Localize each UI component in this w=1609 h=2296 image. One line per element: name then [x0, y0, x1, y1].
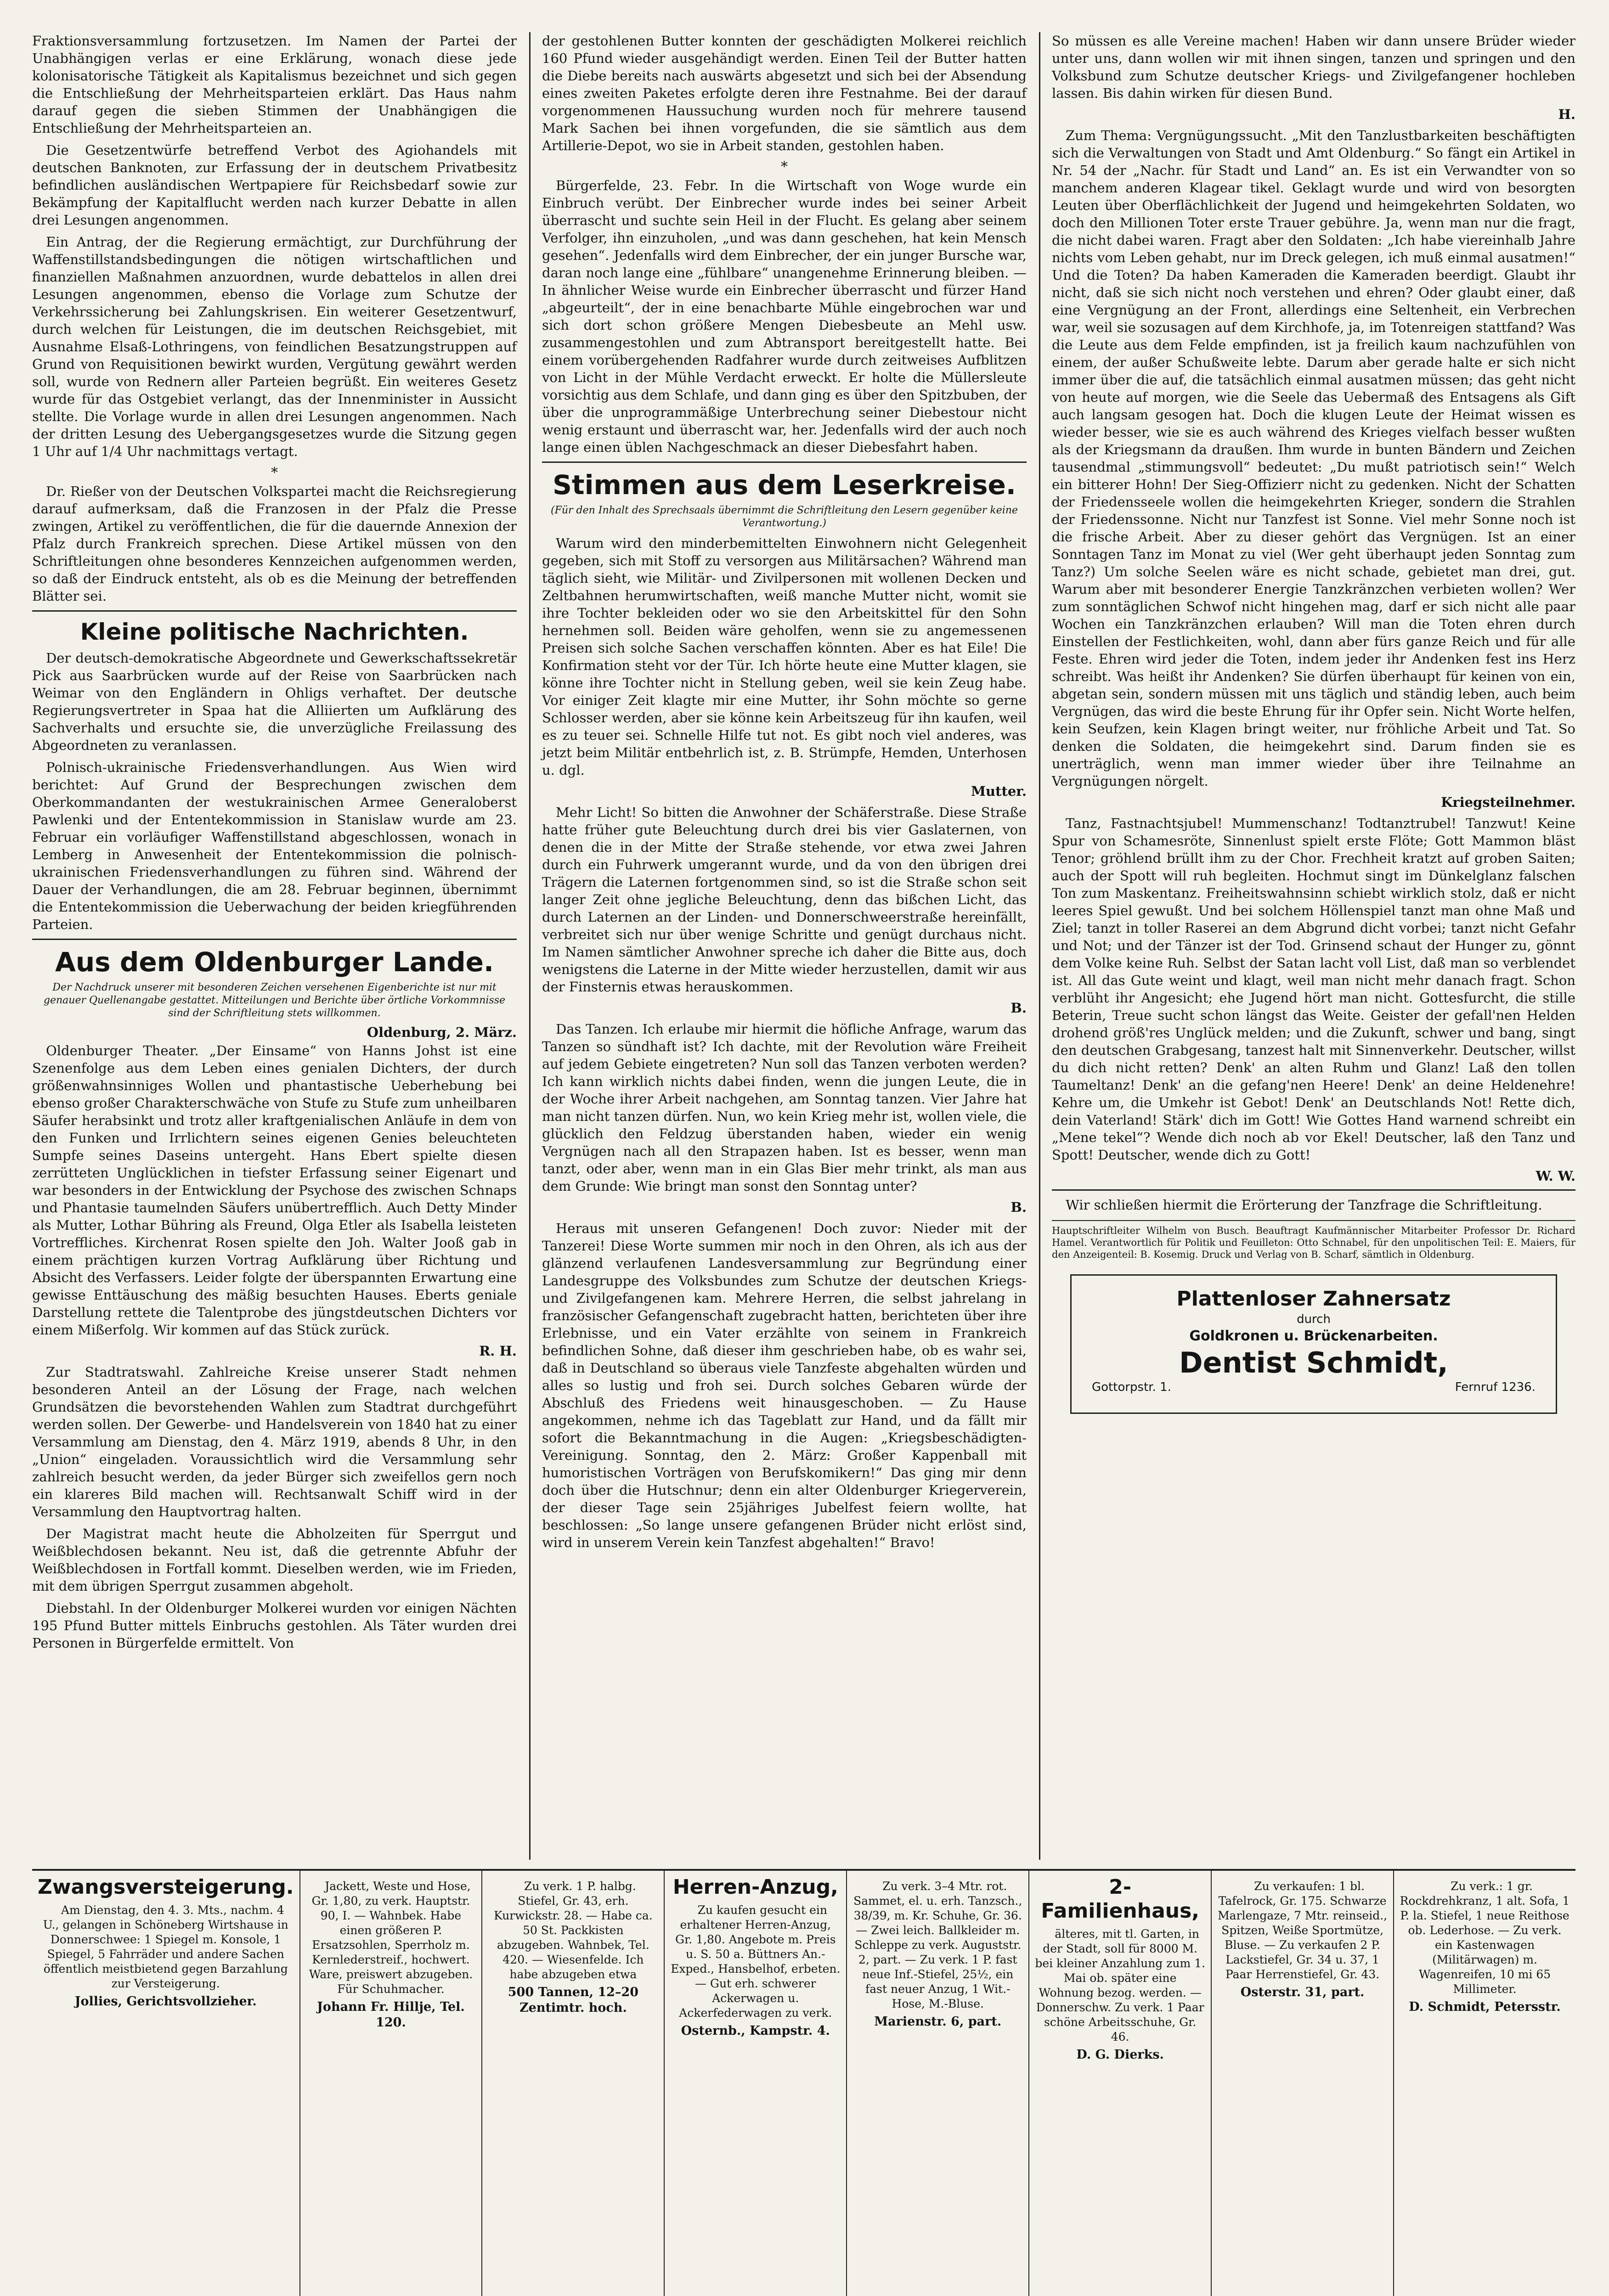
column-divider: [1039, 32, 1040, 1860]
author-signature: R. H.: [479, 1343, 517, 1359]
classified-ad: [664, 1871, 846, 2296]
classified-ads: [32, 1869, 1575, 2296]
article-paragraph: Tanz, Fastnachtsjubel! Mummenschanz! Todtanztrubel! Tanzwut! Keine Spur von Schamesröte, Sinnenlust spielt erste Flöte; Gott Mammon bläst Tenor; gröhlend brüllt ihm zu der Chor. Frechheit kratzt auf groben Saiten; auch der Spott will ruh begleiten. Hochmut singt im Dünkelglanz falschen Ton zum Maskentanz. Freiheitswahnsinn schiebt wirklich stolz, daß er nicht leeres Spiel gewußt. Und bei solchem Höllenspiel tanzt man ohne Maß und Ziel; tanzt in toller Raserei an dem Abgrund dicht vorbei; tanzt nicht Gefahr und Not; und der Tänzer ist der Tod. Grinsend schaut der Hunger zu, gönnt dem Volke keine Ruh. Selbst der Satan lacht voll List, daß man so verblendet ist. All das Gute weint und klagt, weil man nicht mehr danach fragt. Schon verblüht ihr Angesicht; ehe Jugend hört man nicht. Gottesfurcht, die stille Beterin, Treue sucht schon längst das Weite. Geister der gefall'nen Helden drohend größ'res Unglück melden; und die Zukunft, schwer und bang, singt den deutschen Grabgesang, tanzest halt mit Sinnenverkehr. Deutscher, willst du dich nicht retten? Denk' an alten Ruhm und Glanz! Laß den tollen Taumeltanz! Denk' an die gefang'nen Heere! Denk' an deine Heldenehre! Kehre um, die Umkehr ist Gebot! Denk' an Deutschlands Not! Rette dich, dein Vaterland! Stärk' dich im Gott! Wie Gottes Hand warnend schreibt ein „Mene tekel“? Wende dich noch ab vor Ekel! Deutscher, laß den Tanz und Spott! Deutscher, wende dich zu Gott!: [1052, 816, 1575, 1163]
classified-ad: [481, 1871, 664, 2296]
article-paragraph: Diebstahl. In der Oldenburger Molkerei wurden vor einigen Nächten 195 Pfund Butter mittels Einbruchs gestohlen. Als Täter wurden drei Personen in Bürgerfelde ermittelt. Von: [32, 1600, 517, 1651]
dentist-advertisement: [1070, 1274, 1557, 1414]
classified-ad: [32, 1871, 299, 2296]
author-signature: B.: [1011, 1000, 1027, 1016]
author-signature: Kriegsteilnehmer.: [1441, 794, 1575, 810]
ad-business-name: Dentist Schmidt,: [1179, 1346, 1448, 1379]
article-paragraph: Zur Stadtratswahl. Zahlreiche Kreise unserer Stadt nehmen besonderen Anteil an der Lösung der Frage, nach welchen Grundsätzen die bevorstehenden Wahlen zum Stadtrat durchgeführt werden sollen. Der Gewerbe- und Handelsverein von 1840 hat zu einer Versammlung am Dienstag, den 4. März 1919, abends 8 Uhr, in den „Union“ eingeladen. Voraussichtlich wird die Versammlung sehr zahlreich besucht werden, da jeder Bürger sich zweifellos gern noch ein klareres Bild machen will. Rechtsanwalt Schiff wird in der Versammlung den Hauptvortrag halten.: [32, 1364, 517, 1519]
separator-star: *: [781, 159, 788, 175]
author-signature: B.: [1011, 1199, 1027, 1215]
ad-text: Zu verk. 3–4 Mtr. rot. Sammet, el. u. erh. Tanzsch., 38/39, m. Kr. Schuhe, Gr. 36. — Zwei leich. Ballkleider m. Schleppe zu verk. Auguststr. 2, part. — Zu verk. 1 P. fast neue Inf.-Stiefel, 25½, ein fast neuer Anzug, 1 Wit.-Hose, M.-Bluse.: [853, 1880, 1022, 2010]
imprint: Hauptschriftleiter Wilhelm von Busch. Beauftragt Kaufmännischer Mitarbeiter Professor Dr. Richard Hamel. Verantwortlich für Politik und Feuilleton: Otto Schnabel, für den unpolitischen Teil: E. Maiers, für den Anzeigenteil: B. Kosemig. Druck und Verlag von B. Scharf, sämtlich in Oldenburg.: [1052, 1220, 1575, 1261]
ad-text: Zu kaufen gesucht ein erhaltener Herren-Anzug, Gr. 1,80. Angebote m. Preis u. S. 50 a. Büttners An.-Exped., Hansbelhof, erbeten. — Gut erh. schwerer Ackerwagen u. Ackerfederwagen zu verk.: [671, 1903, 841, 2020]
article-paragraph: der gestohlenen Butter konnten der geschädigten Molkerei reichlich 160 Pfund wieder ausgehändigt werden. Einen Teil der Butter hatten die Diebe bereits nach auswärts abgesetzt und sich bei der Absendung eines zweiten Paketes erfolgte deren ihre Festnahme. Bei der darauf vorgenommenen Haussuchung wurden noch für mehrere tausend Mark Sachen bei ihnen vorgefunden, die sie sämtlich aus dem Artillerie-Depot, wo sie in Arbeit standen, gestohlen haben.: [542, 33, 1027, 153]
column-1: [32, 32, 517, 1860]
ad-address: Gottorpstr. 1.: [1092, 1380, 1171, 1394]
author-signature: W. W.: [1536, 1168, 1575, 1184]
ad-text: älteres, mit tl. Garten, in der Stadt, soll für 8000 M. bei kleiner Anzahlung zum 1. Mai ob. später eine Wohnung bezog. werden. — Donnerschw. Zu verk. 1 Paar schöne Arbeitsschuhe, Gr. 46.: [1035, 1927, 1206, 2043]
author-signature: Mutter.: [971, 783, 1027, 799]
classified-ad: [299, 1871, 482, 2296]
article-paragraph: Mehr Licht! So bitten die Anwohner der Schäferstraße. Diese Straße hatte früher gute Beleuchtung durch drei bis vier Gaslaternen, von denen die in der Mitte der Straße stehende, vor etwa zwei Jahren durch ein Fuhrwerk umgerannt wurde, und da von den übrigen drei Trägern die Laternen fortgenommen sind, so ist die Straße schon seit langer Zeit ohne jegliche Beleuchtung, denn das bißchen Licht, das durch Laternen an der Linden- und Donnerschweerstraße hereinfällt, verbreitet sich nur über wenige Schritte und genügt durchaus nicht. Im Namen sämtlicher Anwohner spreche ich daher die Bitte aus, doch wenigstens die Laterne in der Mitte wieder herzustellen, damit wir aus der Finsternis etwas herauskommen.: [542, 805, 1027, 995]
article-paragraph: Der Magistrat macht heute die Abholzeiten für Sperrgut und Weißblechdosen bekannt. Neu ist, daß die getrennte Abfuhr der Weißblechdosen in Fortfall kommt. Dieselben werden, wie im Frieden, mit dem übrigen Sperrgut zusammen abgeholt.: [32, 1526, 517, 1594]
ad-headline: 2-Familienhaus,: [1041, 1875, 1200, 1923]
section-rule: [1052, 1189, 1575, 1191]
section-heading-leserkreise: Stimmen aus dem Leserkreise.: [553, 469, 1016, 501]
ad-text: Zu verkaufen: 1 bl. Tafelrock, Gr. 175. Schwarze Marlengaze, 7 Mtr. reinseid., Spitzen, Weiße Sportmütze, Bluse. — Zu verkaufen 2 P. Lackstiefel, Gr. 34 u. 37, 1 Paar Herrenstiefel, Gr. 43.: [1218, 1880, 1388, 1981]
ad-signature: 500 Tannen, 12–20 Zentimtr. hoch.: [508, 1985, 639, 2015]
separator-star: *: [271, 465, 278, 481]
article-paragraph: Das Tanzen. Ich erlaube mir hiermit die höfliche Anfrage, warum das Tanzen so sündhaft ist? Ich dachte, mit der Revolution wäre Freiheit auf jedem Gebiete eingetreten? Nun soll das Tanzen verboten werden? Ich kann wirklich nichts dabei finden, wenn die jungen Leute, die in der Woche ihrer Arbeit nachgehen, am Sonntag tanzen. Vier Jahre hat man nicht tanzen dürfen. Nun, wo kein Krieg mehr ist, wollen viele, die glücklich den Feldzug überstanden haben, wieder ein wenig Vergnügen nach all den Strapazen haben. Ist es besser, wenn man tanzt, oder aber, wenn man in ein Glas Bier mehr trinkt, als man aus dem Grunde: Wie bringt man sonst den Sonntag unter?: [542, 1021, 1027, 1194]
ad-contact-row: [1083, 1380, 1545, 1394]
author-signature: H.: [1558, 107, 1575, 122]
article-paragraph: Zum Thema: Vergnügungssucht. „Mit den Tanzlustbarkeiten beschäftigten sich die Verwaltungen von Stadt und Amt Oldenburg.“ So fängt ein Artikel in Nr. 54 der „Nachr. für Stadt und Land“ an. Es ist ein Verwandter von so manchem anderen Klagear tikel. Geklagt wurde und wird von besorgten Leuten über Oberflächlichkeit der Jugend und heimgekehrten Soldaten, wo doch den Millionen Toter erste Trauer gebühre. Ja, wenn man nur die fragt, die nicht dabei waren. Fragt aber den Soldaten: „Ich habe viereinhalb Jahre nichts vom Leben gehabt, nur im Dreck gelegen, ich muß einmal ausatmen!“ Und die Toten? Da haben Kameraden die Kameraden beerdigt. Glaubt ihr nicht, daß sie sich nicht noch verstehen und ehren? Oder glaubt einer, daß eine Vergnügung an der Front, allerdings eine Seltenheit, ein Verbrechen war, weil sie sozusagen auf dem Kirchhofe, ja, im Totenreigen stattfand? Was die Leute aus dem Felde empfinden, ist ja freilich kaum nachzufühlen von einem, der außer Schußweite lebte. Darum aber gerade halte er sich nicht immer über die auf, die tatsächlich einmal ausatmen müssen; das geht nicht von heute auf morgen, wie die Seele das Uebermaß des Entsagens als Gift auch langsam gesogen hat. Doch die klugen Leute der Heimat wissen es wieder besser, wie sie es auch während des Krieges vielfach besser wußten als der Kriegsmann da draußen. Ihm wurde in bunten Bändern und Zeichen tausendmal „stimmungsvoll“ bedeutet: „Du mußt patriotisch sein!“ Welch ein bitterer Hohn! Der Sieg-Offizierr nicht zu gedenken. Nicht der Schatten der Friedensseele wollen die heimgekehrten Krieger, sondern die Strahlen der Friedenssonne. Nicht nur Tanzfest ist Sonne. Viel mehr Sonne noch ist die frische Arbeit. Aber zu dieser gehört das Vergnügen. Ist an einer Sonntagen Tanz im Monat zu viel (Wer geht überhaupt jeden Sonntag zum Tanz?) Um solche Seelen wäre es nicht schade, gebietet man drei, gut. Warum aber mit besonderer Energie Tanzkränzchen verbieten wollen? Wer zum sonntäglichen Schwof nicht hingehen mag, darf er sich nicht alle paar Wochen ein Tanzkränzchen erlauben? Will man die Toten ehren durch Einstellen der Festlichkeiten, wohl, dann aber fürs ganze Reich und für alle Feste. Ehren wird jeder die Toten, indem jeder ihr Andenken fest ins Herz schreibt. Was heißt ihr Andenken? Sie dürfen überhaupt für keinen von ein, abgetan sein, sondern müssen mit uns täglich und ständig leben, auch beim Vergnügen, das wird die beste Ehrung für ihr Opfer sein. Nicht Worte helfen, kein Seufzen, kein Klagen bringt weiter, nur fröhliche Arbeit und Tat. So denken die Soldaten, die heimgekehrt sind. Darum finden sie es unerträglich, wenn man immer wieder über ihre Teilnahme an Vergnügungen nörgelt.: [1052, 128, 1575, 789]
ad-headline: Herren-Anzug,: [672, 1875, 838, 1899]
article-paragraph: Die Gesetzentwürfe betreffend Verbot des Agiohandels mit deutschen Banknoten, zur Erfassung der in deutschem Privatbesitz befindlichen ausländischen Wertpapiere für Reichsbedarf sowie zur Bekämpfung der Kapitalflucht werden nach kurzer Debatte in allen drei Lesungen angenommen.: [32, 142, 517, 228]
ad-text: Zu verk.: 1 gr. Rockdrehkranz, 1 alt. Sofa, 1 P. la. Stiefel, 1 neue Reithose ob. Lederhose. — Zu verk. ein Kastenwagen (Militärwagen) m. Wagenreifen, 10 mi 65 Millimeter.: [1400, 1880, 1570, 1996]
column-3: [1052, 32, 1575, 1860]
section-rule: [32, 939, 517, 940]
column-2: [542, 32, 1027, 1860]
section-subheading: (Für den Inhalt des Sprechsaals übernimmt die Schriftleitung den Lesern gegenüber keine Verantwortung.): [551, 505, 1018, 529]
ad-signature: Johann Fr. Hillje, Tel. 120.: [317, 2000, 465, 2030]
article-paragraph: Warum wird den minderbemittelten Einwohnern nicht Gelegenheit gegeben, sich mit Stoff zu versorgen aus Militärsachen? Während man täglich sieht, wie Militär- und Zivilpersonen mit wollenen Decken und Zeltbahnen herumwirtschaften, weiß manche Mutter nicht, womit sie ihre Tochter bekleiden oder wo sie den Arbeitskittel für den Sohn hernehmen soll. Beiden wäre geholfen, wenn sie zu angemessenen Preisen sich solche Sachen verschaffen könnten. Aber es hat Eile! Die Konfirmation steht vor der Tür. Ich hörte heute eine Mutter klagen, sie könne ihre Tochter nicht in Stellung geben, weil sie kein Zeug habe. Vor einiger Zeit klagte mir eine Mutter, ihr Sohn möchte so gerne Schlosser werden, aber sie könne kein Arbeitszeug für ihn kaufen, weil es zu teuer sei. Schnelle Hilfe tut not. Es gibt noch viel anderes, was jetzt beim Militär entbehrlich ist, z. B. Strümpfe, Hemden, Unterhosen u. dgl.: [542, 535, 1027, 778]
article-paragraph: Oldenburger Theater. „Der Einsame“ von Hanns Johst ist eine Szenenfolge aus dem Leben eines genialen Dichters, der durch größenwahnsinniges Wollen und phantastische Ueberhebung bei ebenso großer Charakterschwäche von Stufe zu Stufe zum unheilbaren Säufer herabsinkt und trotz aller kraftgenialischen Anläufe in dem von den Funken und Irrlichtern seines eigenen Genies beleuchteten Sumpfe seines Daseins untergeht. Hans Ebert spielte diesen zerrütteten Unglücklichen in tiefster Erfassung seiner Eigenart und war besonders in der Entwicklung der Psychose des zwischen Schnaps und Phantasie taumelnden Säufers unübertrefflich. Auch Detty Minder als Mutter, Lothar Bühring als Freund, Olga Etler als Isabella leisteten Vortreffliches. Kirchenrat Rosen spielte den Joh. Walter Jooß gab in einem prächtigen kurzen Vortrag Aufklärung über Richtung und Absicht des Verfassers. Leider folgte der überspannten Erwartung eine gewisse Enttäuschung des mäßig besuchten Hauses. Eberts geniale Darstellung rettete die Talentprobe des jüngstdeutschen Dichters vor einem Mißerfolg. Wir kommen auf das Stück zurück.: [32, 1043, 517, 1338]
ad-signature: D. Schmidt, Petersstr.: [1409, 2000, 1561, 2014]
section-rule: [542, 461, 1027, 463]
ad-text: Zu verk. 1 P. halbg. Stiefel, Gr. 43, erh. Kurwickstr. 28. — Habe ca. 50 St. Packkisten abzugeben. Wahnbek, Tel. 420. — Wiesenfelde. Ich habe abzugeben etwa: [494, 1880, 653, 1981]
section-rule: [32, 610, 517, 612]
article-paragraph: Fraktionsversammlung fortzusetzen. Im Namen der Partei der Unabhängigen verlas er eine Erklärung, wonach diese jede kolonisatorische Tätigkeit als Kapitalismus bezeichnet und sich gegen die Entschließung der Mehrheitsparteien erklärt. Das Haus nahm darauf gegen die sieben Stimmen der Unabhängigen die Entschließung der Mehrheitsparteien an.: [32, 33, 517, 136]
article-paragraph: Der deutsch-demokratische Abgeordnete und Gewerkschaftssekretär Pick aus Saarbrücken wurde auf der Reise von Saarbrücken nach Weimar von den Engländern in Ohligs verhaftet. Der deutsche Regierungsvertreter in Spaa hat die Alliierten um Aufklärung des Sachverhalts und ersuchte sie, die unverzügliche Freilassung des Abgeordneten zu veranlassen.: [32, 650, 517, 753]
classified-ad: [1393, 1871, 1575, 2296]
article-paragraph: So müssen es alle Vereine machen! Haben wir dann unsere Brüder wieder unter uns, dann wollen wir mit ihnen singen, tanzen und springen und den Volksbund zum Schutze deutscher Kriegs- und Zivilgefangener hochleben lassen. Bis dahin wirken für diesen Bund.: [1052, 33, 1575, 101]
ad-signature: Jollies, Gerichtsvollzieher.: [74, 1994, 257, 2009]
ad-phone: Fernruf 1236.: [1455, 1380, 1536, 1394]
section-heading-politik: Kleine politische Nachrichten.: [80, 619, 469, 645]
ad-signature: Osterstr. 31, part.: [1240, 1985, 1365, 1999]
closing-note: Wir schließen hiermit die Erörterung der Tanzfrage die Schriftleitung.: [1066, 1197, 1542, 1213]
section-heading-oldenburg: Aus dem Oldenburger Lande.: [55, 946, 494, 978]
classified-ad: [1028, 1871, 1211, 2296]
classified-ad: [846, 1871, 1028, 2296]
ad-headline: Zwangsversteigerung.: [38, 1875, 294, 1899]
article-paragraph: Bürgerfelde, 23. Febr. In die Wirtschaft von Woge wurde ein Einbruch verübt. Der Einbrecher wurde indes bei seiner Arbeit überrascht und suchte sein Heil in der Flucht. Es gelang aber seinem Verfolger, ihn einzuholen, „und was dann geschehen, hat kein Mensch gesehen“. Jedenfalls wird dem Einbrecher, der ein junger Bursche war, daran noch lange eine „fühlbare“ unangenehme Erinnerung bleiben. — In ähnlicher Weise wurde ein Einbrecher überrascht und fürzer Hand „abgeurteilt“, der in eine benachbarte Mühle eingebrochen war und sich dort schon größere Mengen Diebesbeute an Mehl usw. zusammengestohlen und zum Abtransport bereitgestellt hatte. Bei einem vorübergehenden Radfahrer wurde durch zeitweises Aufblitzen von Licht in der Mühle Verdacht erweckt. Er holte die Müllersleute vorsichtig aus dem Schlafe, und dann ging es über den Spitzbuben, der über die unprogrammäßige Unterbrechung seiner Diebestour nicht wenig erstaunt und überrascht war, her. Jedenfalls wird der auch noch lange einen üblen Nachgeschmack an dieser Diebesfahrt haben.: [542, 178, 1027, 455]
section-subheading: Der Nachdruck unserer mit besonderen Zeichen versehenen Eigenberichte ist nur mit genauer Quellenangabe gestattet. Mitteilungen und Berichte über örtliche Vorkommnisse sind der Schriftleitung stets willkommen.: [43, 982, 506, 1019]
article-paragraph: Polnisch-ukrainische Friedensverhandlungen. Aus Wien wird berichtet: Auf Grund der Besprechungen zwischen dem Oberkommandanten der westukrainischen Armee Generaloberst Pawlenki und der Ententekommission in Stanislaw wurde am 23. Februar ein vorläufiger Waffenstillstand abgeschlossen, wonach in Lemberg in Anwesenheit der Ententekommission die polnisch-ukrainischen Friedensverhandlungen zu führen sind. Während der Dauer der Verhandlungen, die am 28. Februar beginnen, übernimmt die Ententekommission die Ueberwachung der beiden kriegführenden Parteien.: [32, 760, 517, 932]
column-divider: [529, 32, 531, 1860]
classified-ad: [1211, 1871, 1393, 2296]
article-paragraph: Ein Antrag, der die Regierung ermächtigt, zur Durchführung der Waffenstillstandsbedingungen die nötigen wirtschaftlichen und finanziellen Maßnahmen anzuordnen, wurde debattelos in allen drei Lesungen angenommen, ebenso die Vorlage zum Schutze der Verkehrssicherung bei Zahlungskrisen. Ein weiterer Gesetzentwurf, durch welchen für Leistungen, die im deutschen Reichsgebiet, mit Ausnahme Elsaß-Lothringens, von feindlichen Besatzungstruppen auf Grund von Requisitionen bewirkt wurden, Vergütung gewährt werden soll, wurde von Rednern aller Parteien begrüßt. Ein weiteres Gesetz wurde für das Ostgebiet verlangt, das der Innenminister in Aussicht stellte. Die Vorlage wurde in allen drei Lesungen angenommen. Nach der dritten Lesung des Uebergangsgesetzes wurde die Sitzung gegen 1 Uhr auf 1/4 Uhr nachmittags vertagt.: [32, 234, 517, 459]
ad-text: Am Dienstag, den 4. 3. Mts., nachm. 4 U., gelangen in Schöneberg Wirtshause in Donnerschwee: 1 Spiegel m. Konsole, 1 Spiegel, 5 Fahrräder und andere Sachen öffentlich meistbietend gegen Barzahlung zur Versteigerung.: [43, 1903, 288, 1990]
article-paragraph: Heraus mit unseren Gefangenen! Doch zuvor: Nieder mit der Tanzerei! Diese Worte summen mir noch in den Ohren, als ich aus der glänzend verlaufenen Landesversammlung zur Begründung einer Landesgruppe des Volksbundes zum Schutze der deutschen Kriegs- und Zivilgefangenen kam. Mehrere Herren, die selbst jahrelang in französischer Gefangenschaft zugebracht hatten, berichteten über ihre Erlebnisse, und ein Vater erzählte von seinem in Frankreich befindlichen Sohne, daß dieser ihm geschrieben habe, ob es wahr sei, daß in Deutschland so überaus viele Tanzfeste abgehalten würden und alles so lustig und froh sei. Durch solches Gebaren würde der Abschluß des Friedens weit hinausgeschoben. — Zu Hause angekommen, nehme ich das Tageblatt zur Hand, und da fällt mir sofort die Bekanntmachung in die Augen: „Kriegsbeschädigten-Vereinigung. Sonntag, den 2. März: Großer Kappenball mit humoristischen Vorträgen von Berufskomikern!“ Das ging mir denn doch über die Hutschnur; denn ein alter Oldenburger Kriegerverein, der dieser Tage sein 25jähriges Jubelfest feiern wollte, hat beschlossen: „So lange unsere gefangenen Brüder nicht erlöst sind, wird in unserem Verein kein Tanzfest abgehalten!“ Bravo!: [542, 1221, 1027, 1550]
ad-signature: Marienstr. 6, part.: [874, 2015, 1002, 2029]
newspaper-page: [32, 32, 1575, 2296]
ad-text: durch: [1297, 1312, 1331, 1326]
article-paragraph: Dr. Rießer von der Deutschen Volkspartei macht die Reichsregierung darauf aufmerksam, daß die Franzosen in der Pfalz die Presse zwingen, Artikel zu veröffentlichen, die für die dauernde Annexion der Pfalz durch Frankreich sprechen. Diese Artikel müssen von den Schriftleitungen ohne besonderes Kennzeichen aufgenommen werden, so daß der Eindruck entsteht, als ob es die Meinung der betreffenden Blätter sei.: [32, 484, 517, 604]
ad-signature: D. G. Dierks.: [1076, 2048, 1164, 2062]
ad-text: Goldkronen u. Brückenarbeiten.: [1189, 1328, 1438, 1344]
ad-headline: Plattenloser Zahnersatz: [1176, 1287, 1451, 1311]
ad-signature: Osternb., Kampstr. 4.: [681, 2024, 830, 2038]
dateline: Oldenburg, 2. März.: [367, 1024, 517, 1040]
ad-text: Jackett, Weste und Hose, Gr. 1,80, zu verk. Hauptstr. 90, I. — Wahnbek. Habe einen größeren P. Ersatzsohlen, Sperrholz m. Kernlederstreif., hochwert. Ware, preiswert abzugeben. Für Schuhmacher.: [309, 1880, 473, 1996]
